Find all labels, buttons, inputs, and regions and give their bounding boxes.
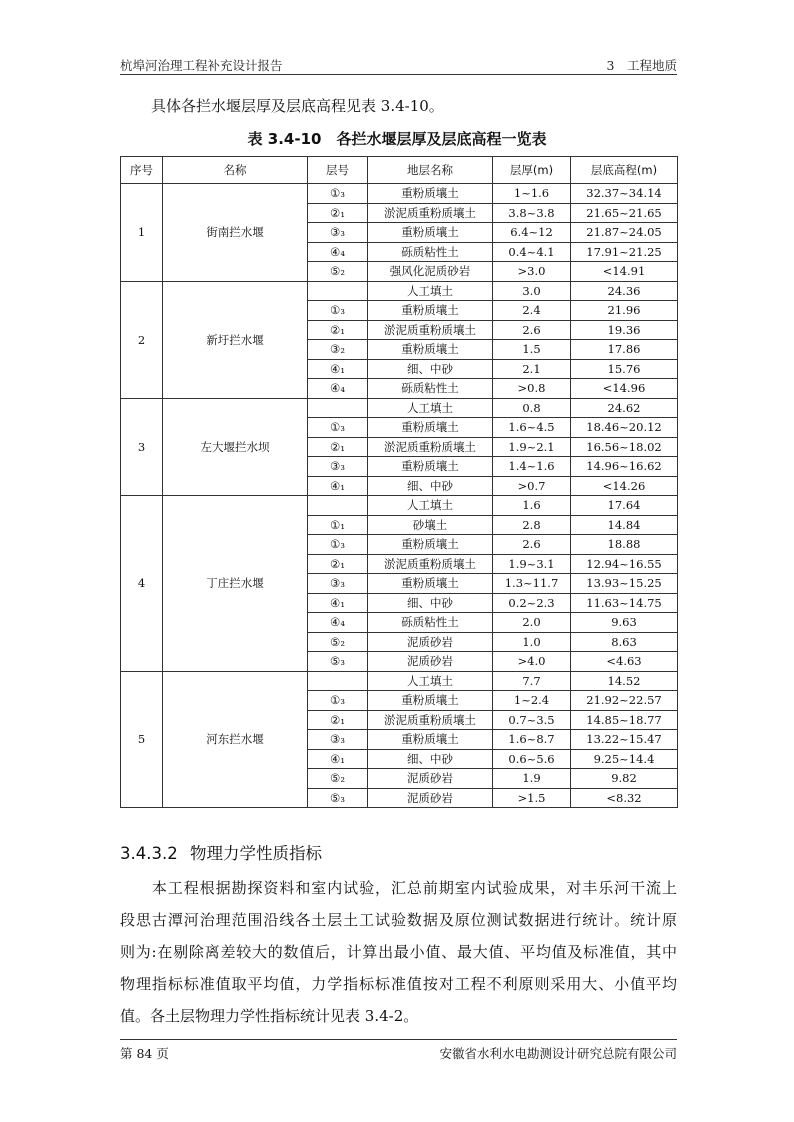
cell-bottom-elevation: 21.87~24.05 (571, 223, 678, 243)
cell-layer-no: ④₁ (308, 476, 368, 496)
cell-layer-no: ②₁ (308, 710, 368, 730)
paragraph-line: 值。各土层物理力学性指标统计见表 3.4-2。 (120, 1007, 419, 1025)
cell-thickness: 2.1 (493, 359, 571, 379)
cell-thickness: 1~1.6 (493, 184, 571, 204)
cell-stratum-name: 重粉质壤土 (368, 340, 493, 360)
cell-layer-no: ⑤₂ (308, 262, 368, 282)
cell-layer-no: ④₁ (308, 359, 368, 379)
cell-stratum-name: 淤泥质重粉质壤土 (368, 554, 493, 574)
cell-layer-no: ①₃ (308, 691, 368, 711)
cell-thickness: 1.3~11.7 (493, 574, 571, 594)
cell-stratum-name: 淤泥质重粉质壤土 (368, 710, 493, 730)
cell-layer-no: ④₄ (308, 242, 368, 262)
page-footer (120, 1039, 677, 1061)
table-row (121, 496, 678, 516)
paragraph-line: 本工程根据勘探资料和室内试验，汇总前期室内试验成果，对丰乐河干流上 (120, 879, 677, 897)
cell-bottom-elevation: 32.37~34.14 (571, 184, 678, 204)
cell-thickness: >0.8 (493, 379, 571, 399)
cell-thickness: 1.6~4.5 (493, 418, 571, 438)
cell-weir-name: 丁庄拦水堰 (163, 496, 308, 672)
cell-thickness: 1.9~2.1 (493, 437, 571, 457)
cell-stratum-name: 淤泥质重粉质壤土 (368, 320, 493, 340)
cell-bottom-elevation: 21.65~21.65 (571, 203, 678, 223)
table-row (121, 184, 678, 204)
cell-layer-no: ②₁ (308, 437, 368, 457)
cell-bottom-elevation: 9.82 (571, 769, 678, 789)
cell-stratum-name: 强风化泥质砂岩 (368, 262, 493, 282)
cell-group-number: 5 (121, 671, 163, 808)
cell-bottom-elevation: 9.63 (571, 613, 678, 633)
cell-layer-no: ③₃ (308, 223, 368, 243)
cell-thickness: 0.2~2.3 (493, 593, 571, 613)
cell-thickness: >1.5 (493, 788, 571, 808)
intro-sentence: 具体各拦水堰层厚及层底高程见表 3.4-10。 (151, 97, 444, 115)
cell-layer-no: ③₂ (308, 340, 368, 360)
cell-bottom-elevation: 24.62 (571, 398, 678, 418)
cell-thickness: >0.7 (493, 476, 571, 496)
cell-thickness: 1.9~3.1 (493, 554, 571, 574)
cell-bottom-elevation: 11.63~14.75 (571, 593, 678, 613)
cell-stratum-name: 泥质砂岩 (368, 652, 493, 672)
cell-stratum-name: 泥质砂岩 (368, 632, 493, 652)
page-number: 第 84 页 (120, 1046, 169, 1061)
cell-stratum-name: 细、中砂 (368, 476, 493, 496)
table-caption: 表 3.4-10 各拦水堰层厚及层底高程一览表 (247, 130, 547, 148)
cell-layer-no: ④₁ (308, 593, 368, 613)
cell-bottom-elevation: 21.92~22.57 (571, 691, 678, 711)
cell-stratum-name: 人工填土 (368, 398, 493, 418)
cell-bottom-elevation: 24.36 (571, 281, 678, 301)
cell-weir-name: 左大堰拦水坝 (163, 398, 308, 496)
cell-bottom-elevation: 16.56~18.02 (571, 437, 678, 457)
cell-layer-no: ③₃ (308, 574, 368, 594)
cell-bottom-elevation: 17.91~21.25 (571, 242, 678, 262)
cell-layer-no (308, 496, 368, 516)
cell-stratum-name: 细、中砂 (368, 749, 493, 769)
cell-bottom-elevation: 19.36 (571, 320, 678, 340)
cell-thickness: 0.8 (493, 398, 571, 418)
cell-thickness: 1.4~1.6 (493, 457, 571, 477)
cell-stratum-name: 人工填土 (368, 671, 493, 691)
cell-layer-no: ①₁ (308, 515, 368, 535)
cell-bottom-elevation: <14.96 (571, 379, 678, 399)
cell-layer-no: ③₃ (308, 730, 368, 750)
section-heading (120, 840, 322, 864)
cell-group-number: 2 (121, 281, 163, 398)
cell-thickness: 1.6 (493, 496, 571, 516)
cell-stratum-name: 泥质砂岩 (368, 769, 493, 789)
cell-bottom-elevation: 13.93~15.25 (571, 574, 678, 594)
cell-layer-no: ②₁ (308, 320, 368, 340)
cell-stratum-name: 砾质粘性土 (368, 242, 493, 262)
cell-thickness: 1.9 (493, 769, 571, 789)
cell-bottom-elevation: 14.84 (571, 515, 678, 535)
cell-stratum-name: 砾质粘性土 (368, 379, 493, 399)
cell-bottom-elevation: 21.96 (571, 301, 678, 321)
cell-stratum-name: 重粉质壤土 (368, 457, 493, 477)
cell-thickness: 2.6 (493, 320, 571, 340)
cell-layer-no: ④₁ (308, 749, 368, 769)
cell-bottom-elevation: <8.32 (571, 788, 678, 808)
col-header-name: 名称 (163, 157, 308, 184)
col-header-layer-no: 层号 (308, 157, 368, 184)
cell-bottom-elevation: 12.94~16.55 (571, 554, 678, 574)
cell-bottom-elevation: 8.63 (571, 632, 678, 652)
cell-stratum-name: 砾质粘性土 (368, 613, 493, 633)
cell-bottom-elevation: 15.76 (571, 359, 678, 379)
cell-bottom-elevation: <4.63 (571, 652, 678, 672)
cell-stratum-name: 重粉质壤土 (368, 418, 493, 438)
cell-thickness: 1.0 (493, 632, 571, 652)
cell-weir-name: 新圩拦水堰 (163, 281, 308, 398)
col-header-bottom-elev: 层底高程(m) (571, 157, 678, 184)
cell-thickness: 0.6~5.6 (493, 749, 571, 769)
cell-thickness: 0.7~3.5 (493, 710, 571, 730)
cell-layer-no: ②₁ (308, 203, 368, 223)
cell-layer-no: ④₄ (308, 379, 368, 399)
cell-layer-no: ①₃ (308, 184, 368, 204)
cell-thickness: >4.0 (493, 652, 571, 672)
cell-stratum-name: 淤泥质重粉质壤土 (368, 437, 493, 457)
cell-layer-no (308, 398, 368, 418)
table-row (121, 281, 678, 301)
cell-group-number: 3 (121, 398, 163, 496)
cell-weir-name: 河东拦水堰 (163, 671, 308, 808)
cell-thickness: 7.7 (493, 671, 571, 691)
cell-bottom-elevation: 13.22~15.47 (571, 730, 678, 750)
table-row (121, 671, 678, 691)
section-title: 物理力学性质指标 (190, 844, 322, 863)
cell-thickness: 1~2.4 (493, 691, 571, 711)
cell-layer-no: ⑤₂ (308, 632, 368, 652)
section-number: 3.4.3.2 (120, 844, 178, 863)
cell-thickness: 1.6~8.7 (493, 730, 571, 750)
col-header-thickness: 层厚(m) (493, 157, 571, 184)
cell-layer-no: ①₃ (308, 301, 368, 321)
cell-layer-no: ①₃ (308, 418, 368, 438)
cell-thickness: 3.0 (493, 281, 571, 301)
cell-bottom-elevation: 9.25~14.4 (571, 749, 678, 769)
header-doc-title: 杭埠河治理工程补充设计报告 (120, 58, 283, 73)
cell-layer-no (308, 671, 368, 691)
body-paragraph (120, 872, 677, 1032)
cell-weir-name: 街南拦水堰 (163, 184, 308, 282)
cell-bottom-elevation: <14.91 (571, 262, 678, 282)
cell-bottom-elevation: 17.64 (571, 496, 678, 516)
footer-institute: 安徽省水利水电勘测设计研究总院有限公司 (439, 1046, 677, 1061)
table-body (121, 184, 678, 808)
page-header (120, 54, 677, 75)
cell-stratum-name: 人工填土 (368, 281, 493, 301)
cell-thickness: 2.8 (493, 515, 571, 535)
cell-thickness: 6.4~12 (493, 223, 571, 243)
cell-stratum-name: 重粉质壤土 (368, 301, 493, 321)
col-header-stratum: 地层名称 (368, 157, 493, 184)
cell-thickness: 2.0 (493, 613, 571, 633)
cell-layer-no: ⑤₂ (308, 769, 368, 789)
cell-layer-no: ⑤₃ (308, 788, 368, 808)
cell-stratum-name: 重粉质壤土 (368, 535, 493, 555)
cell-stratum-name: 重粉质壤土 (368, 730, 493, 750)
header-chapter: 3 工程地质 (606, 58, 677, 73)
cell-stratum-name: 细、中砂 (368, 359, 493, 379)
cell-layer-no: ③₃ (308, 457, 368, 477)
cell-group-number: 1 (121, 184, 163, 282)
cell-stratum-name: 重粉质壤土 (368, 184, 493, 204)
paragraph-line: 段思古潭河治理范围沿线各土层土工试验数据及原位测试数据进行统计。统计原 (120, 911, 677, 929)
col-header-no: 序号 (121, 157, 163, 184)
cell-layer-no: ①₃ (308, 535, 368, 555)
cell-stratum-name: 重粉质壤土 (368, 223, 493, 243)
cell-stratum-name: 人工填土 (368, 496, 493, 516)
cell-thickness: >3.0 (493, 262, 571, 282)
cell-layer-no: ④₄ (308, 613, 368, 633)
cell-stratum-name: 淤泥质重粉质壤土 (368, 203, 493, 223)
cell-layer-no: ⑤₃ (308, 652, 368, 672)
cell-thickness: 0.4~4.1 (493, 242, 571, 262)
cell-bottom-elevation: <14.26 (571, 476, 678, 496)
cell-group-number: 4 (121, 496, 163, 672)
cell-layer-no: ②₁ (308, 554, 368, 574)
cell-stratum-name: 重粉质壤土 (368, 691, 493, 711)
cell-stratum-name: 泥质砂岩 (368, 788, 493, 808)
cell-bottom-elevation: 14.96~16.62 (571, 457, 678, 477)
cell-stratum-name: 砂壤土 (368, 515, 493, 535)
cell-thickness: 2.4 (493, 301, 571, 321)
cell-bottom-elevation: 14.85~18.77 (571, 710, 678, 730)
cell-thickness: 3.8~3.8 (493, 203, 571, 223)
table-row (121, 398, 678, 418)
cell-stratum-name: 细、中砂 (368, 593, 493, 613)
cell-layer-no (308, 281, 368, 301)
cell-bottom-elevation: 18.46~20.12 (571, 418, 678, 438)
layer-thickness-table (120, 156, 678, 808)
cell-stratum-name: 重粉质壤土 (368, 574, 493, 594)
paragraph-line: 物理指标标准值取平均值，力学指标标准值按对工程不利原则采用大、小值平均 (120, 975, 677, 993)
cell-bottom-elevation: 18.88 (571, 535, 678, 555)
cell-thickness: 1.5 (493, 340, 571, 360)
paragraph-line: 则为:在剔除离差较大的数值后，计算出最小值、最大值、平均值及标准值，其中 (120, 943, 677, 961)
cell-thickness: 2.6 (493, 535, 571, 555)
cell-bottom-elevation: 14.52 (571, 671, 678, 691)
cell-bottom-elevation: 17.86 (571, 340, 678, 360)
table-header-row (121, 157, 678, 184)
